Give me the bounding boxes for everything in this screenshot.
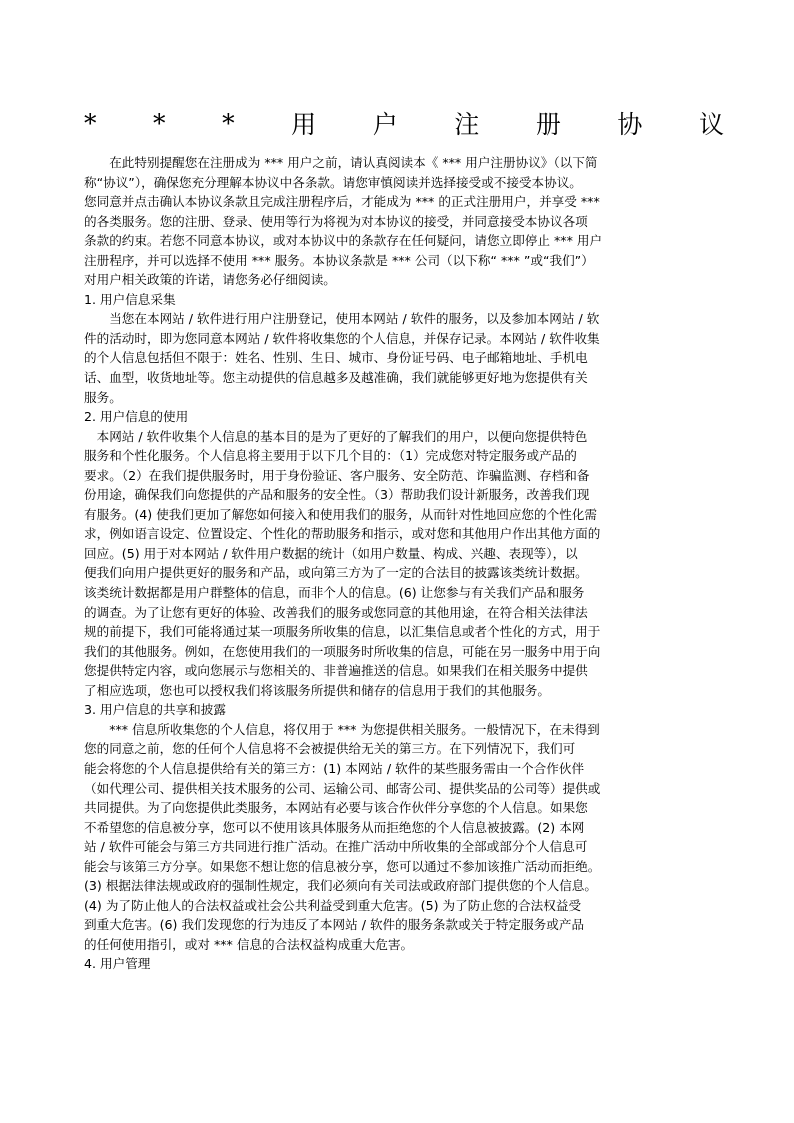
text-line: *** 信息所收集您的个人信息，将仅用于 *** 为您提供相关服务。一般情况下，在未得到 <box>84 721 600 737</box>
text-line: 站 / 软件可能会与第三方共同进行推广活动。在推广活动中所收集的全部或部分个人信息可 <box>84 839 588 855</box>
text-line: 件的活动时，即为您同意本网站 / 软件将收集您的个人信息，并保存记录。本网站 / 软件收集 <box>84 330 600 346</box>
text-line: (4) 为了防止他人的合法权益或社会公共利益受到重大危害。(5) 为了防止您的合法权益受 <box>84 897 582 913</box>
text-line: 您同意并点击确认本协议条款且完成注册程序后，才能成为 *** 的正式注册用户，并享受 *** <box>84 194 600 210</box>
text-line: 话、血型，收货地址等。您主动提供的信息越多及越准确，我们就能够更好地为您提供有关 <box>84 370 588 386</box>
text-line: 的调查。为了让您有更好的体验、改善我们的服务或您同意的其他用途，在符合相关法律法 <box>84 604 588 620</box>
document-body <box>84 153 724 974</box>
text-line: 份用途，确保我们向您提供的产品和服务的安全性。（3）帮助我们设计新服务，改善我们现 <box>84 487 590 503</box>
text-line: 注册程序，并可以选择不使用 *** 服务。本协议条款是 *** 公司（以下称“ *** ”或“我们”） <box>84 252 594 268</box>
text-line: 求，例如语言设定、位置设定、个性化的帮助服务和指示，或对您和其他用户作出其他方面的 <box>84 526 601 542</box>
text-line: 在此特别提醒您在注册成为 *** 用户之前，请认真阅读本《 *** 用户注册协议》（以下简 <box>84 155 598 170</box>
text-line: 的任何使用指引，或对 *** 信息的合法权益构成重大危害。 <box>84 936 414 952</box>
text-line: 的个人信息包括但不限于：姓名、性别、生日、城市、身份证号码、电子邮箱地址、手机电 <box>84 350 588 366</box>
text-line: 服务。 <box>84 389 122 405</box>
text-line: 您提供特定内容，或向您展示与您相关的、非普遍推送的信息。如果我们在相关服务中提供 <box>84 663 588 679</box>
text-line: 称“协议”），确保您充分理解本协议中各条款。请您审慎阅读并选择接受或不接受本协议。 <box>84 174 582 190</box>
text-line: 4. 用户管理 <box>84 956 151 972</box>
text-line: 了相应选项，您也可以授权我们将该服务所提供和储存的信息用于我们的其他服务。 <box>84 682 550 698</box>
text-line: 3. 用户信息的共享和披露 <box>84 702 226 718</box>
text-line: 到重大危害。(6) 我们发现您的行为违反了本网站 / 软件的服务条款或关于特定服务或产品 <box>84 917 585 933</box>
text-line: (3) 根据法律法规或政府的强制性规定，我们必须向有关司法或政府部门提供您的个人信息。 <box>84 878 597 894</box>
title-char: 议 <box>698 110 724 139</box>
text-line: 能会与该第三方分享。如果您不想让您的信息被分享，您可以通过不参加该推广活动而拒绝。 <box>84 858 601 874</box>
text-line: 我们的其他服务。例如，在您使用我们的一项服务时所收集的信息，可能在另一服务中用于向 <box>84 643 601 659</box>
text-line: 1. 用户信息采集 <box>84 291 176 307</box>
text-line: 该类统计数据都是用户群整体的信息，而非个人的信息。(6) 让您参与有关我们产品和服务 <box>84 585 585 601</box>
title-char: 户 <box>372 110 398 139</box>
text-line: 您的同意之前，您的任何个人信息将不会被提供给无关的第三方。在下列情况下，我们可 <box>84 741 576 757</box>
text-line: 要求。（2）在我们提供服务时，用于身份验证、客户服务、安全防范、诈骗监测、存档和备 <box>84 467 590 483</box>
text-line: 共同提供。为了向您提供此类服务，本网站有必要与该合作伙伴分享您的个人信息。如果您 <box>84 800 588 816</box>
title-char: 册 <box>535 110 561 139</box>
text-line: （如代理公司、提供相关技术服务的公司、运输公司、邮寄公司、提供奖品的公司等）提供或 <box>84 780 601 796</box>
title-char: 注 <box>454 110 480 139</box>
text-line: 不希望您的信息被分享，您可以不使用该具体服务从而拒绝您的个人信息被披露。(2) 本网 <box>84 819 585 835</box>
text-line: 本网站 / 软件收集个人信息的基本目的是为了更好的了解我们的用户，以便向您提供特色 <box>84 428 588 444</box>
title-char: 协 <box>617 110 643 139</box>
text-line: 能会将您的个人信息提供给有关的第三方：(1) 本网站 / 软件的某些服务需由一个合作伙伴 <box>84 760 585 776</box>
title-char: * <box>222 108 235 138</box>
text-line: 对用户相关政策的许诺，请您务必仔细阅读。 <box>84 272 336 288</box>
document-title <box>84 106 724 140</box>
text-line: 当您在本网站 / 软件进行用户注册登记，使用本网站 / 软件的服务，以及参加本网站 / 软 <box>84 311 600 327</box>
text-line: 的各类服务。您的注册、登录、使用等行为将视为对本协议的接受，并同意接受本协议各项 <box>84 213 588 229</box>
title-char: * <box>153 108 166 138</box>
text-line: 规的前提下，我们可能将通过某一项服务所收集的信息，以汇集信息或者个性化的方式，用于 <box>84 624 601 640</box>
text-line: 便我们向用户提供更好的服务和产品，或向第三方为了一定的合法目的披露该类统计数据。 <box>84 565 588 581</box>
title-char: * <box>84 108 97 138</box>
text-line: 服务和个性化服务。个人信息将主要用于以下几个目的：（1）完成您对特定服务或产品的 <box>84 448 577 464</box>
text-line: 条款的约束。若您不同意本协议，或对本协议中的条款存在任何疑问，请您立即停止 *** 用户 <box>84 233 603 249</box>
text-line: 回应。(5) 用于对本网站 / 软件用户数据的统计（如用户数量、构成、兴趣、表现等），以 <box>84 545 578 561</box>
text-line: 有服务。(4) 使我们更加了解您如何接入和使用我们的服务，从而针对性地回应您的个性化需 <box>84 506 597 522</box>
text-line: 2. 用户信息的使用 <box>84 409 189 425</box>
title-char: 用 <box>291 110 317 139</box>
